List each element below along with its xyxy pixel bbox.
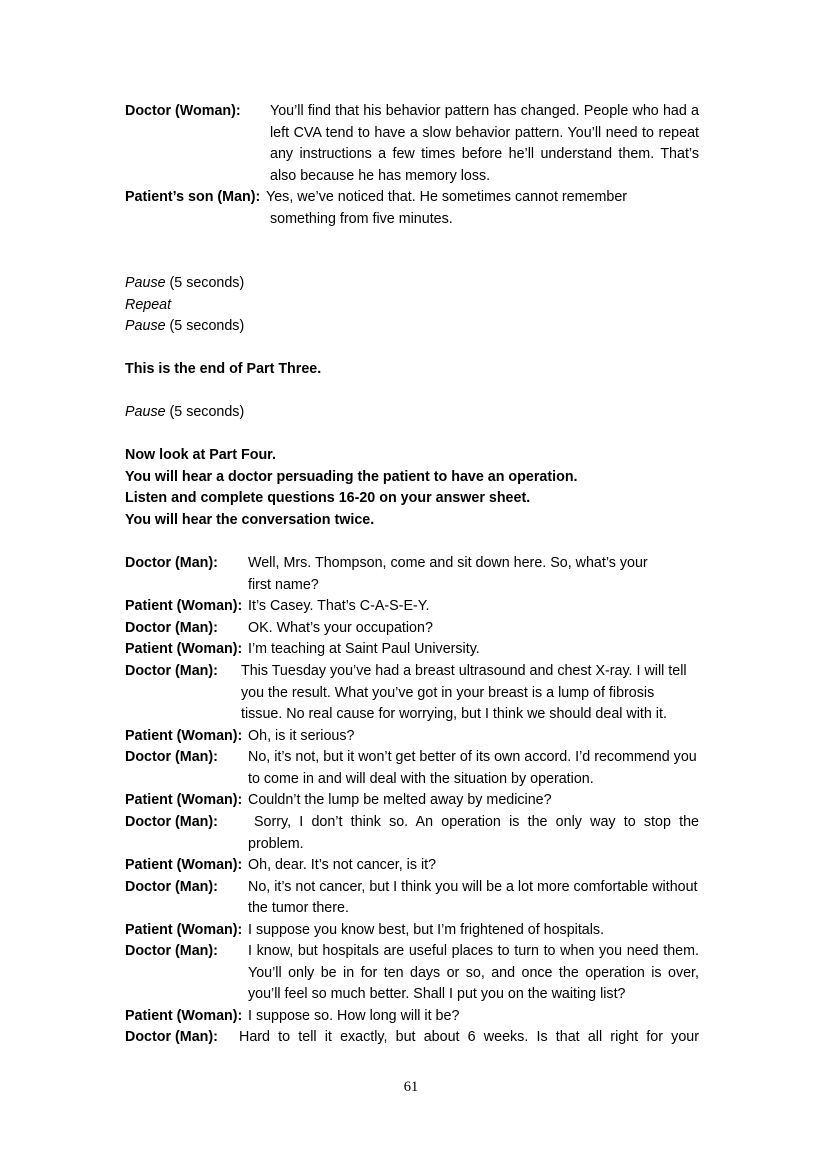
dialogue-line: No, it’s not cancer, but I think you will be a lot more comfortable without bbox=[248, 879, 698, 895]
dialogue-line: tissue. No real cause for worrying, but I think we should deal with it. bbox=[241, 706, 667, 722]
dialogue-line: problem. bbox=[248, 836, 304, 852]
speaker-label: Doctor (Man): bbox=[125, 879, 218, 895]
instruction-line: You will hear the conversation twice. bbox=[125, 512, 375, 528]
dialogue-line: This Tuesday you’ve had a breast ultrasound and chest X-ray. I will tell bbox=[241, 663, 687, 679]
speaker-label: Doctor (Man): bbox=[125, 555, 218, 571]
speaker-label: Patient’s son (Man): bbox=[125, 189, 261, 205]
instruction-line: You will hear a doctor persuading the patient to have an operation. bbox=[125, 469, 578, 485]
speaker-label: Patient (Woman): bbox=[125, 641, 243, 657]
dialogue-line: Oh, dear. It’s not cancer, is it? bbox=[248, 857, 437, 873]
speaker-label: Patient (Woman): bbox=[125, 598, 243, 614]
speaker-label: Doctor (Man): bbox=[125, 943, 218, 959]
dialogue-line: No, it’s not, but it won’t get better of its own accord. I’d recommend you bbox=[248, 749, 697, 765]
dialogue-line: the tumor there. bbox=[248, 900, 349, 916]
page-number: 61 bbox=[403, 1079, 419, 1095]
end-of-part-three: This is the end of Part Three. bbox=[125, 361, 322, 377]
dialogue-line: any instructions a few times before he’ll understand them. That’s bbox=[270, 146, 699, 162]
pause-cue: Pause (5 seconds) bbox=[125, 275, 245, 291]
dialogue-line: Hard to tell it exactly, but about 6 weeks. Is that all right for your bbox=[239, 1029, 699, 1045]
speaker-label: Patient (Woman): bbox=[125, 1008, 243, 1024]
dialogue-line: I know, but hospitals are useful places to turn to when you need them. bbox=[248, 943, 699, 959]
pause-cue: Pause (5 seconds) bbox=[125, 318, 245, 334]
speaker-label: Patient (Woman): bbox=[125, 792, 243, 808]
dialogue-line: also because he has memory loss. bbox=[270, 168, 491, 184]
dialogue-line: Well, Mrs. Thompson, come and sit down here. So, what’s your bbox=[248, 555, 648, 571]
speaker-label: Patient (Woman): bbox=[125, 728, 243, 744]
dialogue-line: I suppose you know best, but I’m frightened of hospitals. bbox=[248, 922, 605, 938]
instruction-line: Listen and complete questions 16-20 on your answer sheet. bbox=[125, 490, 531, 506]
dialogue-line: you the result. What you’ve got in your breast is a lump of fibrosis bbox=[241, 685, 655, 701]
pause-cue: Pause (5 seconds) bbox=[125, 404, 245, 420]
speaker-label: Patient (Woman): bbox=[125, 922, 243, 938]
dialogue-line: Sorry, I don’t think so. An operation is the only way to stop the bbox=[254, 814, 699, 830]
speaker-label: Doctor (Man): bbox=[125, 620, 218, 636]
dialogue-line: first name? bbox=[248, 577, 319, 593]
dialogue-line: left CVA tend to have a slow behavior pattern. You’ll need to repeat bbox=[270, 125, 699, 141]
dialogue-line: Oh, is it serious? bbox=[248, 728, 355, 744]
dialogue-line: I’m teaching at Saint Paul University. bbox=[248, 641, 480, 657]
dialogue-line: It’s Casey. That’s C-A-S-E-Y. bbox=[248, 598, 430, 614]
speaker-label: Doctor (Man): bbox=[125, 814, 218, 830]
dialogue-line: something from five minutes. bbox=[270, 211, 453, 227]
instruction-line: Now look at Part Four. bbox=[125, 447, 276, 463]
dialogue-line: you’ll feel so much better. Shall I put you on the waiting list? bbox=[248, 986, 626, 1002]
speaker-label: Patient (Woman): bbox=[125, 857, 243, 873]
dialogue-line: OK. What’s your occupation? bbox=[248, 620, 433, 636]
dialogue-line: You’ll find that his behavior pattern has changed. People who had a bbox=[270, 103, 699, 119]
repeat-cue: Repeat bbox=[125, 297, 172, 313]
dialogue-line: Yes, we’ve noticed that. He sometimes cannot remember bbox=[266, 189, 628, 205]
speaker-label: Doctor (Man): bbox=[125, 749, 218, 765]
dialogue-line: Couldn’t the lump be melted away by medicine? bbox=[248, 792, 552, 808]
speaker-label: Doctor (Man): bbox=[125, 663, 218, 679]
dialogue-line: to come in and will deal with the situation by operation. bbox=[248, 771, 594, 787]
dialogue-line: You’ll only be in for ten days or so, and once the operation is over, bbox=[248, 965, 699, 981]
dialogue-line: I suppose so. How long will it be? bbox=[248, 1008, 460, 1024]
speaker-label: Doctor (Man): bbox=[125, 1029, 218, 1045]
speaker-label: Doctor (Woman): bbox=[125, 103, 241, 119]
